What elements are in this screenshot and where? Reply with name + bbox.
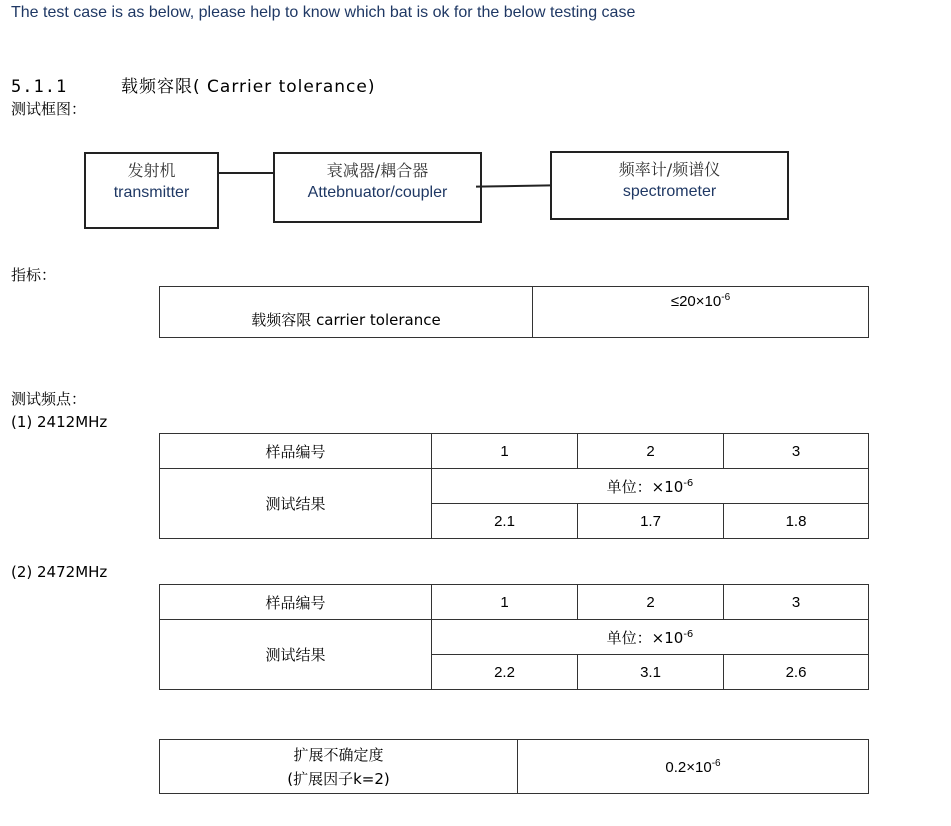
unit-label: 单位：$\times 10^{-6}$: [432, 469, 869, 504]
indicator-name: 载频容限 carrier tolerance: [160, 287, 533, 338]
connector-line-2: [476, 184, 551, 187]
sample-header: 样品编号: [160, 585, 432, 620]
uncertainty-value: $0.2\times 10^{-6}$: [518, 740, 869, 794]
result-value: 2.2: [432, 655, 578, 690]
spectrometer-box: [550, 151, 789, 220]
sample-number: 2: [578, 585, 724, 620]
section-heading: [11, 72, 375, 97]
attenuator-box: [273, 152, 482, 223]
test-2-title: (2) 2472MHz: [11, 563, 108, 581]
attenuator-en-label: Attebnuator/coupler: [307, 184, 448, 201]
sample-number: 1: [432, 434, 578, 469]
uncertainty-table: [159, 739, 869, 794]
sample-number: 1: [432, 585, 578, 620]
result-value: 1.7: [578, 504, 724, 539]
sample-number: 3: [724, 434, 869, 469]
transmitter-en-label: transmitter: [113, 184, 190, 201]
indicator-label: 指标：: [11, 266, 57, 284]
transmitter-box: [84, 152, 219, 229]
transmitter-cn-label: 发射机: [127, 161, 176, 180]
uncertainty-label: 扩展不确定度 (扩展因子k=2): [160, 740, 518, 794]
intro-text: The test case is as below, please help to know which bat is ok for the below testing case: [11, 4, 636, 21]
connector-line-1: [219, 172, 274, 174]
test-1-title: (1) 2412MHz: [11, 413, 108, 431]
sample-number: 3: [724, 585, 869, 620]
spectrometer-en-label: spectrometer: [622, 183, 717, 200]
result-value: 2.1: [432, 504, 578, 539]
freq-points-label: 测试频点：: [11, 390, 87, 408]
sample-header: 样品编号: [160, 434, 432, 469]
result-value: 2.6: [724, 655, 869, 690]
spectrometer-cn-label: 频率计/频谱仪: [618, 160, 721, 179]
test-1-table: [159, 433, 869, 539]
sample-number: 2: [578, 434, 724, 469]
result-label: 测试结果: [160, 620, 432, 690]
result-value: 1.8: [724, 504, 869, 539]
result-value: 3.1: [578, 655, 724, 690]
result-label: 测试结果: [160, 469, 432, 539]
section-title: 载频容限( Carrier tolerance): [121, 77, 376, 97]
indicator-table: [159, 286, 869, 338]
section-number: 5.1.1: [11, 77, 68, 97]
diagram-label: 测试框图：: [11, 100, 87, 118]
indicator-value: $\le 20\times 10^{-6}$: [533, 287, 869, 338]
unit-label: 单位：$\times 10^{-6}$: [432, 620, 869, 655]
attenuator-cn-label: 衰减器/耦合器: [326, 161, 429, 180]
test-2-table: [159, 584, 869, 690]
